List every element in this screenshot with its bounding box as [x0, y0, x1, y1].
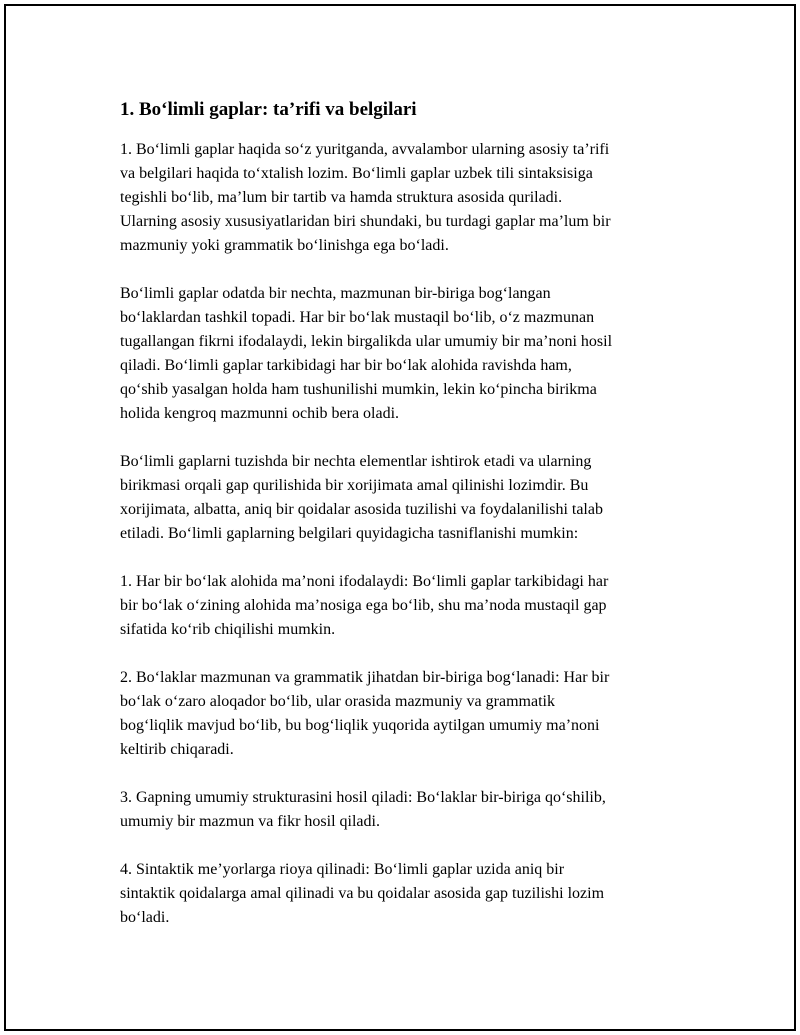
paragraph-line: bo‘lak o‘zaro aloqador bo‘lib, ular orasida mazmuniy va grammatik: [120, 693, 555, 710]
paragraph-line: bo‘laklardan tashkil topadi. Har bir bo‘lak mustaqil bo‘lib, o‘z mazmunan: [120, 309, 595, 326]
paragraph-line: umumiy bir mazmun va fikr hosil qiladi.: [120, 813, 380, 830]
paragraph-line: qo‘shib yasalgan holda ham tushunilishi mumkin, lekin ko‘pincha birikma: [120, 381, 597, 398]
paragraph-line: bo‘ladi.: [120, 909, 170, 926]
paragraph-line: holida kengroq mazmunni ochib bera oladi.: [120, 405, 400, 422]
paragraph-line: 1. Har bir bo‘lak alohida ma’noni ifodalaydi: Bo‘limli gaplar tarkibidagi har: [120, 573, 609, 590]
paragraph: [120, 282, 700, 426]
document-body: [120, 98, 700, 954]
paragraph-line: Ularning asosiy xususiyatlaridan biri shundaki, bu turdagi gaplar ma’lum bir: [120, 213, 611, 230]
paragraph-line: xorijimata, albatta, aniq bir qoidalar asosida tuzilishi va foydalanilishi talab: [120, 501, 603, 518]
paragraph-list: [120, 138, 700, 930]
paragraph-line: 2. Bo‘laklar mazmunan va grammatik jihatdan bir-biriga bog‘lanadi: Har bir: [120, 669, 610, 686]
paragraph: [120, 570, 700, 642]
paragraph-line: birikmasi orqali gap qurilishida bir xorijimata amal qilinishi lozimdir. Bu: [120, 477, 589, 494]
paragraph-line: 3. Gapning umumiy strukturasini hosil qiladi: Bo‘laklar bir-biriga qo‘shilib,: [120, 789, 606, 806]
paragraph-line: mazmuniy yoki grammatik bo‘linishga ega bo‘ladi.: [120, 237, 449, 254]
paragraph-line: Bo‘limli gaplar odatda bir nechta, mazmunan bir-biriga bog‘langan: [120, 285, 551, 302]
paragraph-line: bog‘liqlik mavjud bo‘lib, bu bog‘liqlik yuqorida aytilgan umumiy ma’noni: [120, 717, 600, 734]
paragraph-line: keltirib chiqaradi.: [120, 741, 234, 758]
document-page: [4, 4, 796, 1031]
paragraph-line: etiladi. Bo‘limli gaplarning belgilari quyidagicha tasniflanishi mumkin:: [120, 525, 579, 542]
paragraph-line: 4. Sintaktik me’yorlarga rioya qilinadi: Bo‘limli gaplar uzida aniq bir: [120, 861, 565, 878]
paragraph: [120, 786, 700, 834]
paragraph: [120, 450, 700, 546]
paragraph-line: sintaktik qoidalarga amal qilinadi va bu qoidalar asosida gap tuzilishi lozim: [120, 885, 605, 902]
paragraph-line: sifatida ko‘rib chiqilishi mumkin.: [120, 621, 336, 638]
paragraph: [120, 666, 700, 762]
document-title: 1. Bo‘limli gaplar: ta’rifi va belgilari: [120, 99, 417, 120]
paragraph-line: bir bo‘lak o‘zining alohida ma’nosiga ega bo‘lib, shu ma’noda mustaqil gap: [120, 597, 607, 614]
paragraph-line: qiladi. Bo‘limli gaplar tarkibidagi har bir bo‘lak alohida ravishda ham,: [120, 357, 572, 374]
paragraph-line: Bo‘limli gaplarni tuzishda bir nechta elementlar ishtirok etadi va ularning: [120, 453, 592, 470]
paragraph-line: tegishli bo‘lib, ma’lum bir tartib va hamda struktura asosida quriladi.: [120, 189, 563, 206]
paragraph: [120, 138, 700, 258]
paragraph-line: tugallangan fikrni ifodalaydi, lekin birgalikda ular umumiy bir ma’noni hosil: [120, 333, 613, 350]
paragraph-line: 1. Bo‘limli gaplar haqida so‘z yuritganda, avvalambor ularning asosiy ta’rifi: [120, 141, 610, 158]
paragraph-line: va belgilari haqida to‘xtalish lozim. Bo‘limli gaplar uzbek tili sintaksisiga: [120, 165, 593, 182]
paragraph: [120, 858, 700, 930]
